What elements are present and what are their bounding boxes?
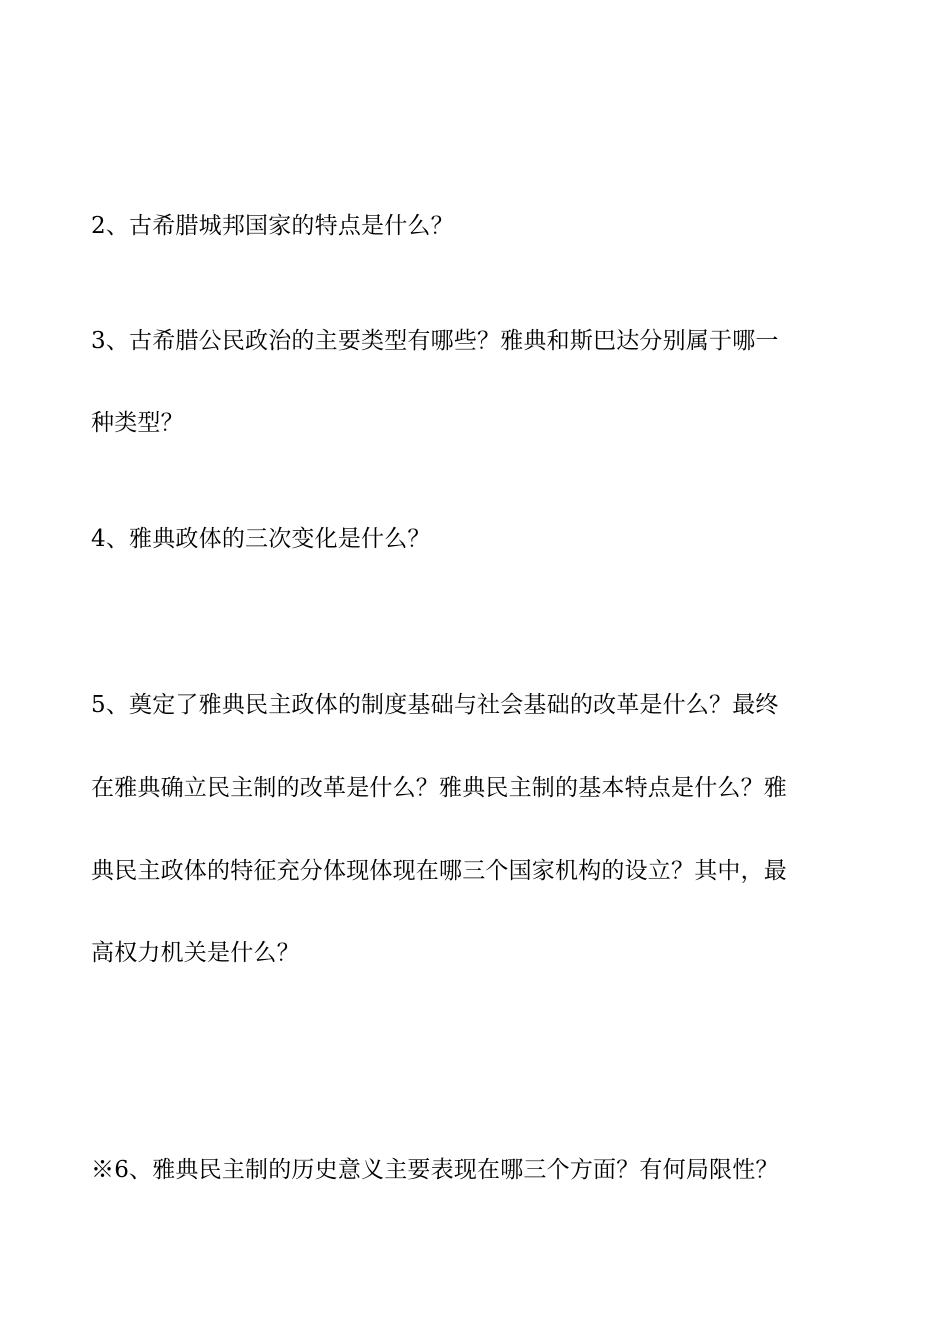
question-5-line-2: 在雅典确立民主制的改革是什么？雅典民主制的基本特点是什么？雅 [91,775,787,801]
question-3-line-2: 种类型？ [91,410,184,436]
question-5-line-3: 典民主政体的特征充分体现体现在哪三个国家机构的设立？其中，最 [91,858,787,884]
question-6-line-1: ※6、雅典民主制的历史意义主要表现在哪三个方面？有何局限性？ [91,1157,779,1183]
question-5-line-1: 5、奠定了雅典民主政体的制度基础与社会基础的改革是什么？最终 [91,692,779,718]
question-2-line-1: 2、古希腊城邦国家的特点是什么？ [91,213,454,239]
question-5-line-4: 高权力机关是什么？ [91,940,300,966]
question-4-line-1: 4、雅典政体的三次变化是什么？ [91,526,431,552]
question-3-line-1: 3、古希腊公民政治的主要类型有哪些？雅典和斯巴达分别属于哪一 [91,328,779,354]
